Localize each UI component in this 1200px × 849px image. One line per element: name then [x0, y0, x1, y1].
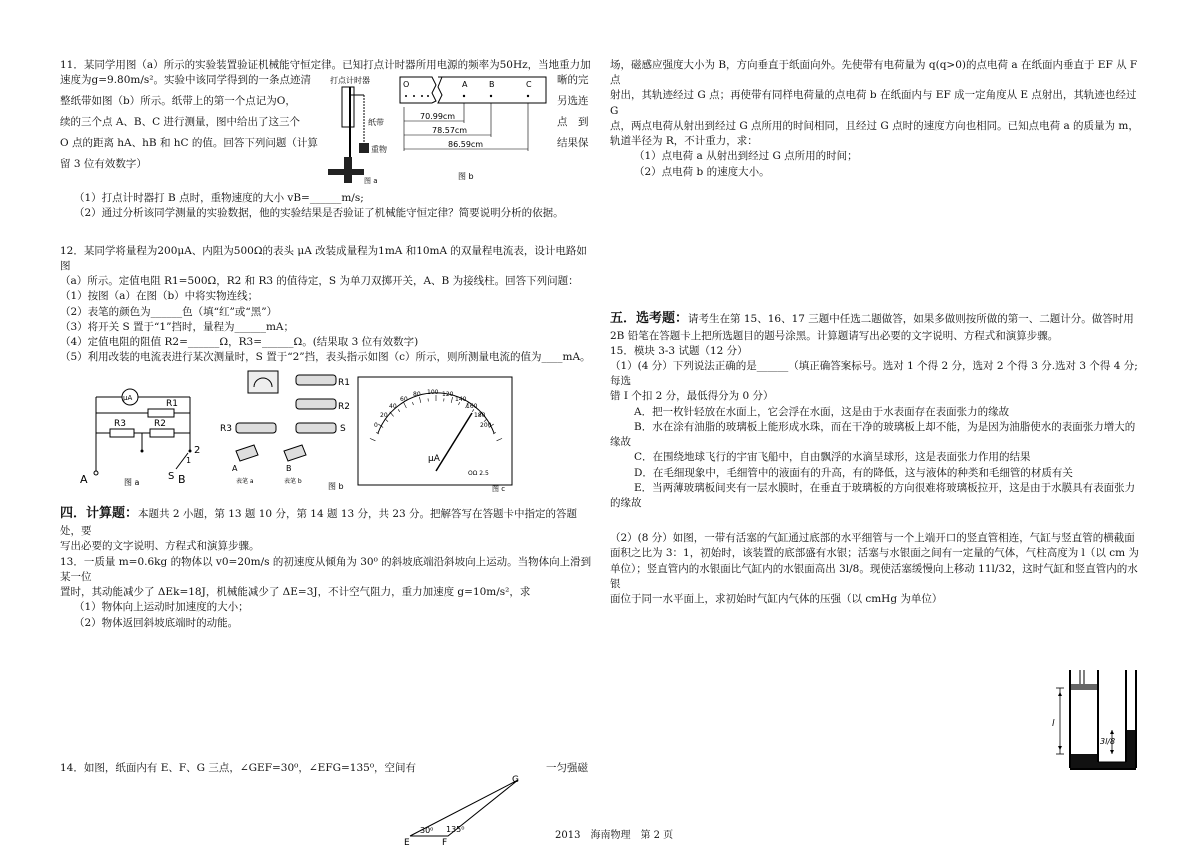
- q11-line1: 11．某同学用图（a）所示的实验装置验证机械能守恒定律。已知打点计时器所用电源的频率为50Hz，当地重力加: [60, 59, 591, 71]
- page-footer: 2013 海南物理 第 2 页: [555, 830, 674, 841]
- q15-option-c: C．在围绕地球飞行的宇宙飞船中，自由飘浮的水滴呈球形，这是表面张力作用的结果: [634, 451, 1031, 464]
- q14-fig-f: F: [442, 838, 448, 846]
- q14-s2: （2）点电荷 b 的速度大小。: [634, 165, 770, 178]
- q12-fig-a-terminal-a: A: [80, 473, 88, 487]
- q15-p1-l2: 错 I 个扣 2 分，最低得分为 0 分）: [610, 390, 774, 403]
- q11-line5-right: 结果保: [557, 137, 589, 150]
- q12-fig-c-tick-40: 40: [389, 403, 397, 411]
- q12-fig-c-tick-60: 60: [400, 396, 408, 404]
- q11-fig-b-point-c: C: [526, 80, 532, 90]
- q15-p2-l1: （2）(8 分）如图，一带有活塞的气缸通过底部的水平细管与一个上端开口的竖直管相连，气缸与竖直管的横截面: [610, 532, 1135, 545]
- q12-fig-b-r3: [236, 423, 276, 433]
- q11-fig-a-tape-label: 纸带: [368, 118, 384, 128]
- q14-line1-right: 一匀强磁: [546, 762, 588, 774]
- q12-fig-c-tick-180: 180: [474, 412, 486, 420]
- q15-fig-mercury-pipe: [1071, 762, 1131, 768]
- q11-line4: 续的三个点 A、B、C 进行测量，图中给出了这三个: [60, 116, 301, 129]
- q14-s1: （1）点电荷 a 从射出到经过 G 点所用的时间；: [634, 150, 858, 163]
- q12-figure-b: [218, 367, 356, 493]
- q12-figures: [60, 371, 592, 497]
- q12-fig-c-unit: μA: [428, 454, 440, 465]
- q12-fig-b-meter: [248, 371, 278, 393]
- sec5-text2: 2B 铅笔在答题卡上把所选题目的题号涂黑。计算题请写出必要的文字说明、方程式和演算步骤。: [610, 329, 1059, 342]
- q12-fig-b-pen2: 表笔 b: [284, 478, 302, 486]
- q12-fig-b-r3-label: R3: [220, 424, 232, 435]
- q12-fig-a-s: S: [168, 471, 175, 483]
- q11-fig-a-weight: [359, 143, 369, 153]
- q15-option-b1: B．水在涂有油脂的玻璃板上能形成水珠，而在干净的玻璃板上却不能，为是因为油脂使水的表面张力增大的: [634, 420, 1136, 433]
- q11-line2: 速度为g=9.80m/s²。实验中该同学得到的一条点迹清: [60, 74, 311, 87]
- q12-fig-c-tick-160: 160: [466, 403, 478, 411]
- q11-sub1: （1）打点计时器打 B 点时，重物速度的大小 vB=______m/s;: [74, 192, 364, 205]
- sec4-text1: 本题共 2 小题，第 13 题 10 分，第 14 题 13 分，共 23 分。把解答写在答题卡中指定的答题处，要: [60, 508, 578, 538]
- q14-cont3: 点，两点电荷从射出到经过 G 点所用的时间相同，且经过 G 点时的速度方向也相同。已知点电荷 a 的质量为 m，: [610, 119, 1139, 132]
- q12-fig-a-r1-label: R1: [166, 399, 178, 410]
- q15-title: 15．模块 3-3 试题（12 分）: [610, 344, 748, 357]
- q14-fig-angle2: 135⁰: [446, 825, 465, 834]
- q12-fig-c-tick-20: 20: [380, 412, 388, 420]
- q15-option-d: D．在毛细现象中，毛细管中的液面有的升高，有的降低，这与液体的种类和毛细管的材质有关: [634, 466, 1073, 479]
- q12-fig-a-terminal-b: B: [178, 473, 186, 487]
- q14-fig-angle1: 30⁰: [420, 826, 434, 835]
- q12-line1: 12．某同学将量程为200μA、内阻为500Ω的表头 μA 改装成量程为1mA 和10mA 的双量程电流表，设计电路如图: [60, 244, 587, 272]
- q11-fig-a-timer-label: 打点计时器: [330, 76, 370, 86]
- q15-fig-mercury-tube: [1127, 730, 1135, 768]
- q15-p2-l2: 面积之比为 3：1，初始时，该装置的底部盛有水银；活塞与水银面之间有一定量的气体，气柱高度为 l（以 cm 为: [610, 547, 1139, 560]
- q15-fig-l-label: l: [1052, 719, 1055, 729]
- q14-fig-g: G: [512, 775, 519, 785]
- q12-fig-c-tick-0: 0: [374, 422, 378, 430]
- q14-cont4: 轨道半径为 R，不计重力，求：: [610, 135, 758, 148]
- q14-figure: [400, 770, 530, 846]
- q12-fig-c-tick-140: 140: [455, 396, 467, 404]
- q11-fig-a-weight-label: 重物: [371, 145, 387, 155]
- q12-fig-b-r2: [296, 399, 336, 409]
- q12-fig-b-terminal-b: [284, 445, 306, 461]
- q12-fig-c-tick-200: 200: [480, 422, 492, 430]
- sec4-text2: 写出必要的文字说明、方程式和演算步骤。: [60, 540, 260, 553]
- q11-fig-b-point-a: A: [462, 80, 468, 90]
- q12-fig-a-meter-label: μA: [123, 394, 133, 403]
- q12-fig-b-s-label: S: [340, 424, 346, 435]
- q12-fig-b-terminal-a: [236, 445, 258, 461]
- q11-fig-a-timer: [342, 87, 354, 127]
- q12-fig-b-b: B: [286, 464, 292, 474]
- q11-line5: O 点的距离 hA、hB 和 hC 的值。回答下列问题（计算: [60, 137, 318, 150]
- q13-s1: （1）物体向上运动时加速度的大小；: [74, 601, 249, 614]
- q15-option-a: A．把一枚针轻放在水面上，它会浮在水面，这是由于水表面存在表面张力的缘故: [634, 405, 1010, 418]
- q15-option-b2: 缘故: [610, 436, 631, 449]
- q15-figure: [1046, 668, 1142, 774]
- q15-p1-l1: （1）(4 分）下列说法正确的是______（填正确答案标号。选对 1 个得 2 分，选对 2 个得 3 分.选对 3 个得 4 分;每选: [610, 360, 1138, 388]
- q11-fig-a-caption: 图 a: [364, 177, 378, 186]
- q11-fig-b-dist-c: 86.59cm: [448, 140, 484, 150]
- q12-fig-c-mark: OΩ 2.5: [468, 470, 489, 478]
- q15-fig-piston: [1071, 684, 1097, 690]
- q12-fig-a-caption: 图 a: [124, 478, 140, 488]
- q12-fig-a-n1: 1: [186, 456, 192, 466]
- q15-option-e2: 的缘故: [610, 497, 642, 509]
- q11-fig-b-point-o: O: [403, 80, 410, 90]
- q12-fig-c-tick-100: 100: [427, 389, 439, 397]
- q12-s3: （3）将开关 S 置于“1”挡时，量程为______mA；: [60, 320, 295, 333]
- q11-line3: 整纸带如图（b）所示。纸带上的第一个点记为O，: [60, 95, 296, 108]
- sec4-line1: [60, 505, 592, 539]
- q12-fig-a-r2-label: R2: [154, 419, 166, 430]
- q12-fig-b-r1-label: R1: [338, 378, 350, 389]
- sec5-text1: 请考生在第 15、16、17 三题中任选二题做答，如果多做则按所做的第一、二题计分。做答时用: [688, 312, 1134, 325]
- q12-line2: （a）所示。定值电阻 R1=500Ω，R2 和 R3 的值待定，S 为单刀双掷开关，A、B 为接线柱。回答下列问题：: [60, 275, 579, 288]
- q11-line2-right: 晰的完: [557, 74, 589, 87]
- q12-fig-c-caption: 图 c: [492, 485, 506, 494]
- q12-fig-b-r1: [296, 375, 336, 385]
- q11-line6: 留 3 位有效数字）: [60, 158, 147, 171]
- q11-figure-a: [308, 73, 388, 185]
- q13-line2: 置时，其动能减少了 ΔEk=18J，机械能减少了 ΔE=3J，不计空气阻力，重力加速度 g=10m/s²，求: [60, 586, 531, 599]
- q12-fig-c-tick-80: 80: [413, 391, 421, 399]
- q12-fig-a-r1: [148, 409, 174, 417]
- q12-fig-b-a: A: [232, 464, 238, 474]
- q15-p2-l3: 单位）；竖直管内的水银面比气缸内的水银面高出 3l/8。现使活塞缓慢向上移动 11l/32，这时气缸和竖直管内的水银: [610, 562, 1138, 590]
- q12-s4: （4）定值电阻的阻值 R2=______Ω，R3=______Ω。(结果取 3 位有效数字): [60, 335, 419, 348]
- q12-s2: （2）表笔的颜色为______色（填“红”或“黑”）: [60, 305, 278, 318]
- q12-fig-b-switch: [296, 423, 336, 433]
- q14-cont2: 射出，其轨迹经过 G 点；再使带有同样电荷量的点电荷 b 在纸面内与 EF 成一定角度从 E 点射出，其轨迹也经过 G: [610, 89, 1137, 117]
- q15-fig-h-label: 3l/8: [1100, 737, 1116, 746]
- q11-sub2: （2）通过分析该同学测量的实验数据，他的实验结果是否验证了机械能守恒定律？简要说明分析的依据。: [74, 207, 564, 220]
- q11-fig-b-dist-b: 78.57cm: [432, 126, 468, 136]
- q11-fig-b-point-b: B: [489, 80, 495, 90]
- q11-wrap: [60, 73, 592, 186]
- q11-line3-right: 另选连: [557, 95, 589, 108]
- q14-line1: 14．如图，纸面内有 E、F、G 三点，∠GEF=30⁰，∠EFG=135⁰，空间有: [60, 762, 417, 774]
- q13-s2: （2）物体返回斜坡底端时的动能。: [74, 616, 239, 629]
- left-column: [60, 58, 592, 631]
- q11-figure-b: [398, 75, 550, 181]
- right-column: [610, 58, 1145, 607]
- q11-fig-b-caption: 图 b: [458, 172, 474, 182]
- q15-p2-l4: 面位于同一水平面上，求初始时气缸内气体的压强（以 cmHg 为单位）: [610, 593, 943, 606]
- q12-fig-a-r3-label: R3: [114, 419, 126, 430]
- sec5-title: 五．选考题：: [610, 310, 689, 326]
- q11-fig-b-dist-a: 70.99cm: [420, 112, 456, 122]
- q12-figure-a: [78, 381, 218, 487]
- sec4-title: 四．计算题：: [60, 506, 139, 522]
- q15-option-e1: E．当两薄玻璃板间夹有一层水膜时，在垂直于玻璃板的方向很难将玻璃板拉开，这是由于水膜具有表面张力: [634, 481, 1136, 494]
- q12-fig-a-r3: [110, 429, 134, 437]
- q12-fig-b-caption: 图 b: [328, 482, 344, 492]
- q11-line4-right: 点 到: [557, 116, 589, 129]
- q12-fig-b-r2-label: R2: [338, 402, 350, 413]
- q13-line1: 13．一质量 m=0.6kg 的物体以 v0=20m/s 的初速度从倾角为 30⁰ 的斜坡底端沿斜坡向上运动。当物体向上滑到某一位: [60, 555, 592, 583]
- q12-figure-c: [356, 375, 516, 493]
- q12-fig-a-r2: [150, 429, 174, 437]
- q14-fig-e: E: [404, 838, 410, 846]
- q12-s1: （1）按图（a）在图（b）中将实物连线；: [60, 290, 259, 303]
- q12-fig-a-n2: 2: [194, 445, 201, 457]
- sec5-line1: [610, 310, 1145, 329]
- q12-fig-c-tick-120: 120: [442, 391, 454, 399]
- q12-s5: （5）利用改装的电流表进行某次测量时，S 置于“2”挡，表头指示如图（c）所示，则所测量电流的值为____mA。: [60, 351, 591, 364]
- q14-cont1: 场，磁感应强度大小为 B，方向垂直于纸面向外。先使带有电荷量为 q(q>0)的点电荷 a 在纸面内垂直于 EF 从 F 点: [610, 59, 1138, 87]
- q12-fig-b-pen1: 表笔 a: [236, 478, 254, 486]
